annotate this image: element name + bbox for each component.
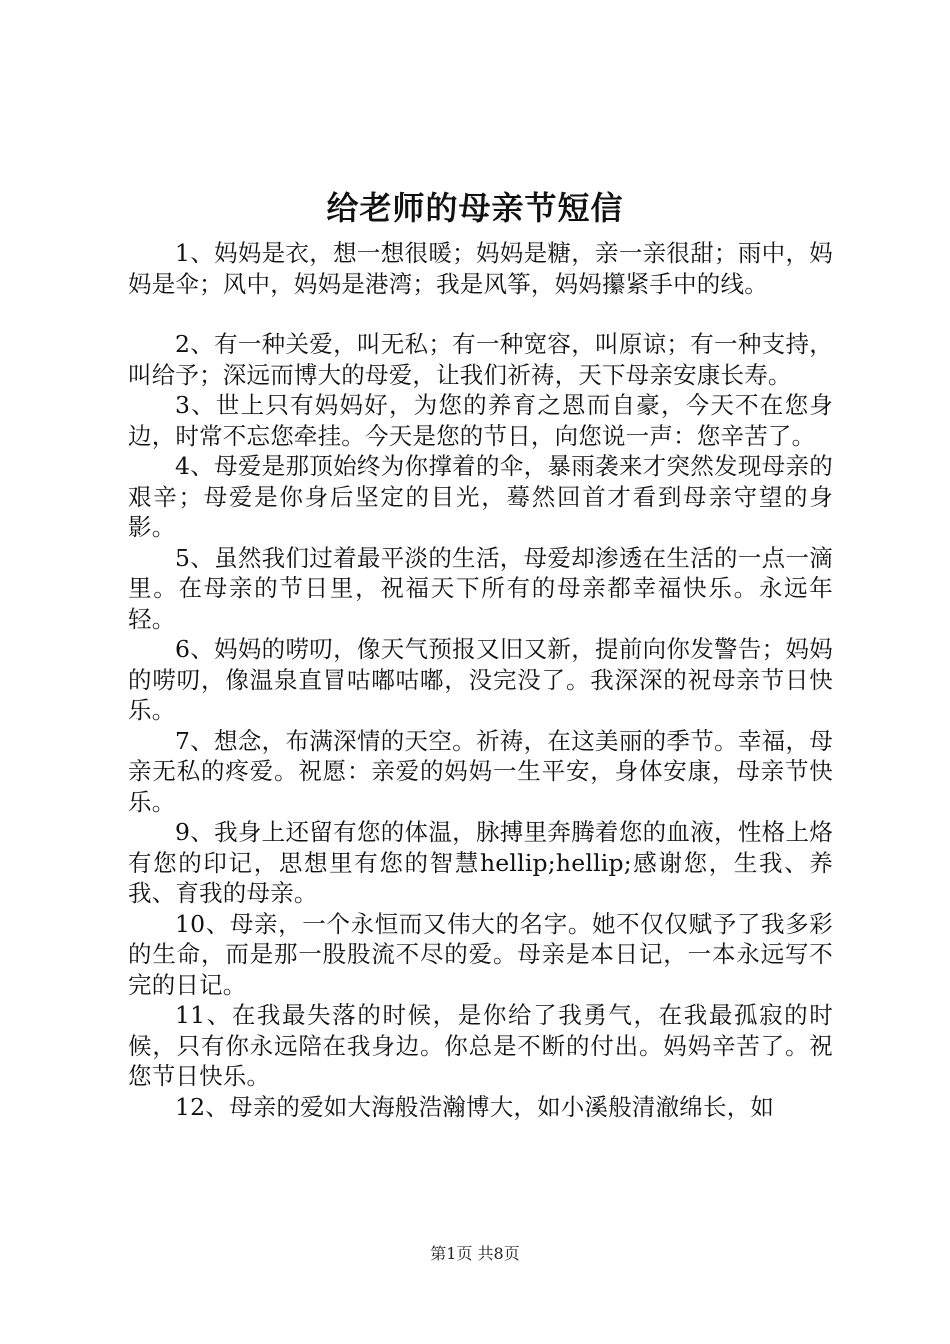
paragraph-11: 11、在我最失落的时候，是你给了我勇气，在我最孤寂的时候，只有你永远陪在我身边。你总是不断的付出。妈妈辛苦了。祝您节日快乐。 bbox=[128, 1001, 833, 1090]
paragraph-12: 12、母亲的爱如大海般浩瀚博大，如小溪般清澈绵长，如 bbox=[175, 1092, 775, 1121]
paragraph-6: 6、妈妈的唠叨，像天气预报又旧又新，提前向你发警告；妈妈的唠叨，像温泉直冒咕嘟咕嘟，没完没了。我深深的祝母亲节日快乐。 bbox=[128, 635, 833, 724]
paragraph-2: 2、有一种关爱，叫无私；有一种宽容，叫原谅；有一种支持，叫给予；深远而博大的母爱，让我们祈祷，天下母亲安康长寿。 bbox=[128, 330, 833, 389]
paragraph-1: 1、妈妈是衣，想一想很暖；妈妈是糖，亲一亲很甜；雨中，妈妈是伞；风中，妈妈是港湾；我是风筝，妈妈攥紧手中的线。 bbox=[128, 239, 833, 298]
paragraph-5: 5、虽然我们过着最平淡的生活，母爱却渗透在生活的一点一滴里。在母亲的节日里，祝福天下所有的母亲都幸福快乐。永远年轻。 bbox=[128, 543, 833, 633]
paragraph-7: 7、想念，布满深情的天空。祈祷，在这美丽的季节。幸福，母亲无私的疼爱。祝愿：亲爱的妈妈一生平安，身体安康，母亲节快乐。 bbox=[128, 726, 833, 816]
document-body bbox=[128, 238, 833, 1122]
paragraph-3: 3、世上只有妈妈好，为您的养育之恩而自豪，今天不在您身边，时常不忘您牵挂。今天是您的节日，向您说一声：您辛苦了。 bbox=[128, 391, 833, 450]
paragraph-9: 9、我身上还留有您的体温，脉搏里奔腾着您的血液，性格上烙有您的印记，思想里有您的智慧hellip;hellip;感谢您，生我、养我、育我的母亲。 bbox=[128, 818, 833, 907]
paragraph-4: 4、母爱是那顶始终为你撑着的伞，暴雨袭来才突然发现母亲的艰辛；母爱是你身后坚定的目光，蓦然回首才看到母亲守望的身影。 bbox=[128, 452, 833, 541]
paragraph-10: 10、母亲，一个永恒而又伟大的名字。她不仅仅赋予了我多彩的生命，而是那一股股流不尽的爱。母亲是本日记，一本永远写不完的日记。 bbox=[128, 909, 833, 999]
page-number-footer: 第1页 共8页 bbox=[430, 1244, 520, 1263]
document-title: 给老师的母亲节短信 bbox=[326, 189, 624, 227]
